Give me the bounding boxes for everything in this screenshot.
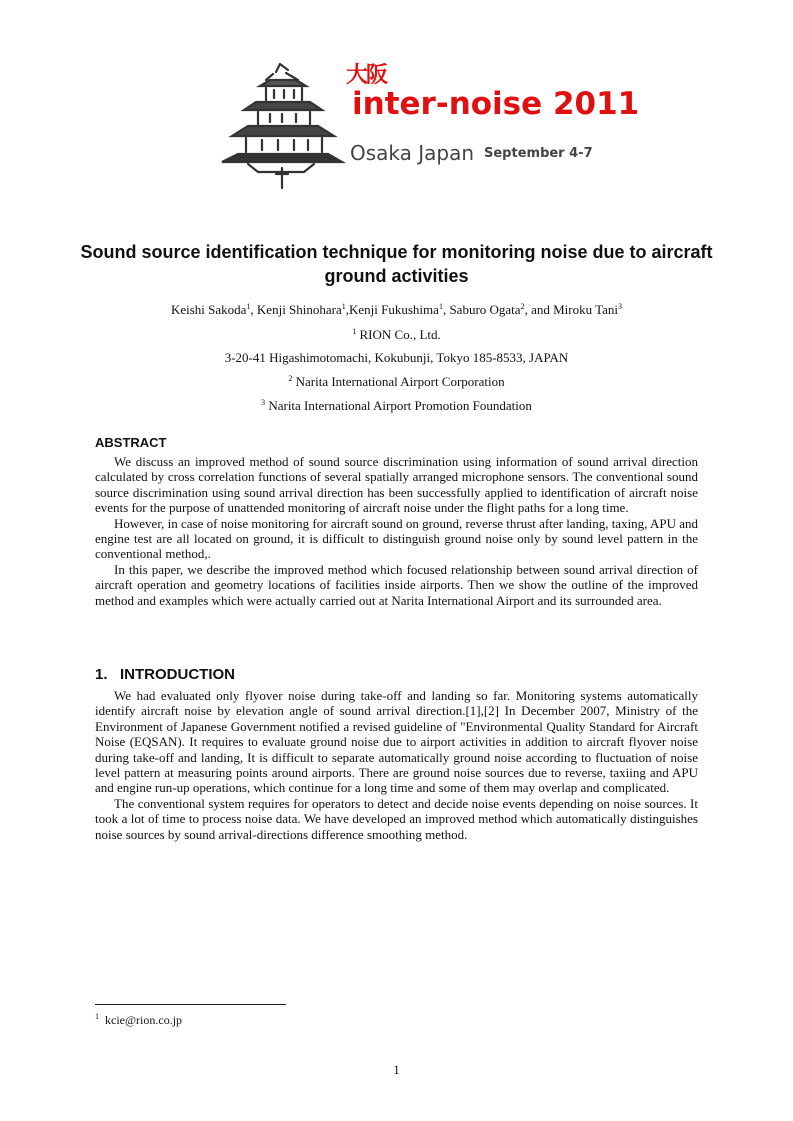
osaka-castle-icon — [218, 58, 348, 190]
paper-title: Sound source identification technique for monitoring noise due to aircraft ground activities — [80, 242, 713, 286]
footnote-marker: 1 — [95, 1012, 99, 1021]
abstract-paragraph: In this paper, we describe the improved method which focused relationship between sound arrival direction of aircraft operation and geometry locations of facilities inside airports. Then we show the outline of the improved method and examples which were actually carried out at Narita International Airport and its surrounded area. — [95, 561, 698, 608]
footnote-separator — [95, 1004, 286, 1005]
conference-dates: September 4-7 — [484, 146, 593, 161]
abstract-paragraph: However, in case of noise monitoring for aircraft sound on ground, reverse thrust after landing, taxing, APU and engine test are all located on ground, it is difficult to distinguish ground noise only by sound level pattern in the conventional method,. — [95, 515, 698, 562]
page-number: 1 — [393, 1062, 400, 1077]
author-separator: , — [442, 302, 450, 317]
author-affiliation-marker: 3 — [618, 302, 623, 311]
introduction-paragraph: We had evaluated only flyover noise during take-off and landing so far. Monitoring systems automatically identify aircraft noise by elevation angle of sound arrival direction.[1],[2] In December 2007, Ministry of the Environment of Japanese Government notified a revised guideline of "Environmental Quality Standard for Aircraft Noise (EQSAN). It requires to evaluate ground noise due to airport activities in addition to aircraft flyover noise during take-off and landing, It is difficult to separate automatically ground noise according to fluctuation of noise level pattern at measuring points around airports. There are ground noise sources due to reverse, taxiing and APU and engine run-up operations, which continue for a long time and some of them may overlap and complicated. — [95, 688, 698, 796]
affiliation-address: 3-20-41 Higashimotomachi, Kokubunji, Tokyo 185-8533, JAPAN — [224, 350, 569, 365]
abstract-body — [95, 454, 698, 608]
author-separator: , and — [524, 302, 554, 317]
affiliation-2: $^2$ Narita International Airport Corporation — [288, 374, 505, 389]
author-affiliation-marker: 1 — [438, 302, 443, 311]
conference-logo — [218, 58, 640, 190]
affiliation-marker: 1 — [352, 327, 357, 336]
footnote — [95, 1013, 182, 1028]
introduction-heading: 1. INTRODUCTION — [95, 666, 236, 683]
affiliation-marker: 2 — [288, 374, 293, 383]
author-list — [60, 302, 733, 318]
abstract-heading: ABSTRACT — [95, 435, 167, 450]
footnote-email: kcie@rion.co.jp — [105, 1013, 183, 1027]
author-separator: , — [250, 302, 257, 317]
author-affiliation-marker: 1 — [246, 302, 251, 311]
affiliation-1: $^1$ RION Co., Ltd. — [352, 327, 441, 342]
affiliation-marker: 3 — [261, 398, 266, 407]
affiliation-3: $^3$ Narita International Airport Promotion Foundation — [261, 398, 532, 413]
author-name: Kenji Shinohara — [256, 302, 342, 317]
conference-name: inter-noise 2011 — [352, 86, 640, 122]
author-name: Keishi Sakoda — [170, 302, 247, 317]
author-affiliation-marker: 1 — [341, 302, 346, 311]
author-name: Kenji Fukushima — [349, 302, 439, 317]
author-name: Miroku Tani — [553, 302, 619, 317]
introduction-body — [95, 688, 698, 842]
osaka-kanji: 大阪 — [346, 63, 387, 88]
introduction-paragraph: The conventional system requires for operators to detect and decide noise events depending on noise sources. It took a lot of time to process noise data. We have developed an improved method which automatically distinguishes noise sources by sound arrival-directions difference smoothing method. — [95, 795, 698, 842]
author-name: Saburo Ogata — [449, 302, 521, 317]
author-affiliation-marker: 2 — [520, 302, 525, 311]
abstract-paragraph: We discuss an improved method of sound source discrimination using information of sound arrival direction calculated by cross correlation functions of several spatially arranged microphone sensors. The conventional sound source discrimination using sound arrival direction has been successfully applied to identification of aircraft noise events for the purpose of unattended monitoring of aircraft noise under the flight paths for a long time. — [95, 454, 698, 516]
conference-place: Osaka Japan — [350, 141, 475, 165]
author-separator: , — [345, 302, 350, 317]
